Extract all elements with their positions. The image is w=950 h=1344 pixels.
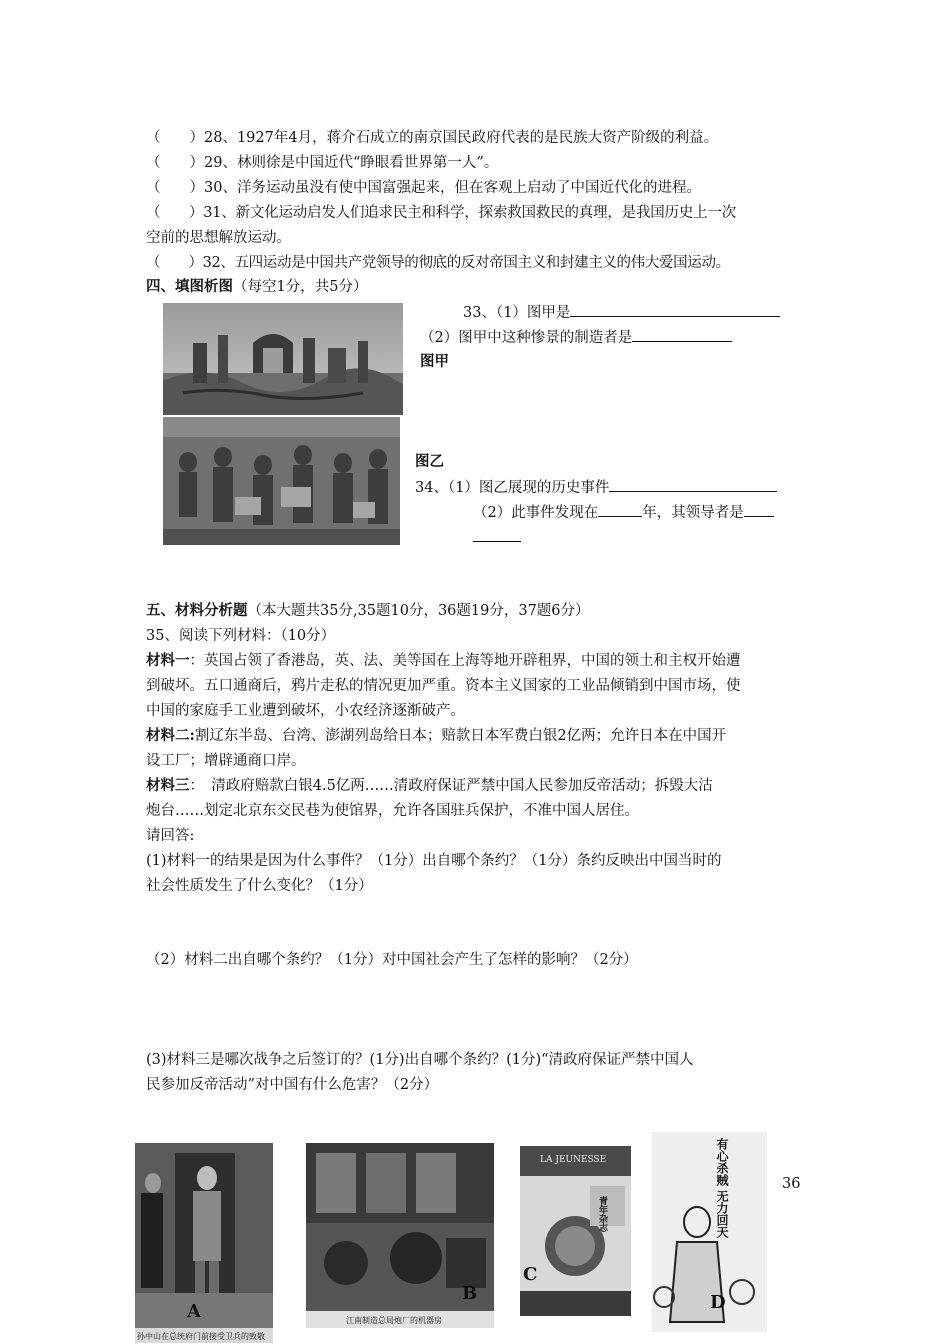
ruins-image: [163, 303, 403, 415]
answer-paren[interactable]: （ ）: [146, 180, 204, 196]
photo-b-letter: B: [462, 1283, 478, 1304]
tf-32: [146, 253, 730, 273]
material-label: 材料一: [146, 652, 190, 669]
material-3-line-2: 炮台……划定北京东交民巷为使馆界，允许各国驻兵保护，不准中国人居住。: [146, 803, 639, 819]
q35-intro: 35、阅读下列材料：（10分）: [146, 628, 336, 644]
answer-paren[interactable]: （ ）: [146, 255, 203, 271]
page-number: 36: [782, 1176, 801, 1192]
tf-29: [146, 153, 498, 173]
answer-paren[interactable]: （ ）: [146, 155, 204, 171]
sub-question-1-line-1: (1)材料一的结果是因为什么事件？（1分）出自哪个条约？（1分）条约反映出中国当时的: [146, 853, 722, 869]
answer-blank[interactable]: [744, 502, 774, 517]
question-text: 30、洋务运动虽没有使中国富强起来，但在客观上启动了中国近代化的进程。: [204, 180, 701, 196]
photo-b-caption: 江南制造总局炮厂的机器房: [346, 1316, 442, 1325]
question-text: 年，其领导者是: [642, 505, 744, 521]
sub-question-1-line-2: 社会性质发生了什么变化？（1分）: [146, 878, 373, 894]
section-note: （每空1分，共5分）: [233, 279, 368, 295]
question-text: 33、（1）图甲是: [463, 305, 571, 321]
photo-a-letter: A: [187, 1301, 201, 1322]
photo-c-title: 青年杂志: [597, 1196, 607, 1232]
material-label: 材料三: [146, 777, 190, 794]
question-text: 29、林则徐是中国近代“睁眼看世界第一人”。: [204, 155, 499, 171]
section-title: 四、填图析图: [146, 278, 233, 295]
question-text: 32、五四运动是中国共产党领导的彻底的反对帝国主义和封建主义的伟大爱国运动。: [202, 255, 730, 271]
figure-yi-relief-photo: [163, 417, 400, 545]
tf-31-cont: [146, 228, 291, 248]
figure-jia-ruins-photo: [163, 303, 403, 415]
answer-blank[interactable]: [609, 477, 777, 492]
q33-part1: [463, 302, 780, 323]
material-label: 材料二:: [146, 727, 195, 744]
photo-a-image: [135, 1143, 273, 1343]
answer-paren[interactable]: （ ）: [146, 130, 204, 146]
figure-yi-label: 图乙: [415, 453, 444, 470]
q34-part2-cont: [473, 527, 521, 548]
photo-c-magazine: [520, 1146, 631, 1316]
relief-image: [163, 417, 400, 545]
figure-jia-label: 图甲: [420, 353, 449, 370]
section-title: 五、材料分析题: [146, 602, 248, 619]
q33-part2: [420, 327, 732, 348]
photo-d-text: 有心杀贼 无力回天: [715, 1138, 729, 1239]
photo-d-letter: D: [710, 1292, 726, 1313]
material-text: 割辽东半岛、台湾、澎湖列岛给日本；赔款日本军费白银2亿两；允许日本在中国开: [194, 728, 727, 744]
answer-blank[interactable]: [632, 327, 732, 342]
answer-blank[interactable]: [598, 502, 642, 517]
material-2-line-2: 设工厂；增辟通商口岸。: [146, 753, 306, 769]
photo-b-factory: [306, 1143, 494, 1328]
question-text: （2）图甲中这种惨景的制造者是: [420, 330, 633, 346]
question-text: 34、（1）图乙展现的历史事件: [415, 480, 610, 496]
answer-blank[interactable]: [473, 527, 521, 542]
material-1-line-2: 到破坏。五口通商后，鸦片走私的情况更加严重。资本主义国家的工业品倾销到中国市场，使: [146, 678, 741, 694]
section-5-heading: [146, 601, 590, 621]
sub-question-2: （2）材料二出自哪个条约？（1分）对中国社会产生了怎样的影响？（2分）: [146, 952, 638, 968]
photo-c-image: [520, 1146, 631, 1316]
material-text: ： 清政府赔款白银4.5亿两……清政府保证严禁中国人民参加反帝活动；拆毁大沽: [189, 778, 713, 794]
material-3-line-1: [146, 776, 713, 796]
section-note: （本大题共35分,35题10分，36题19分，37题6分）: [247, 603, 590, 619]
question-text: 28、1927年4月，蒋介石成立的南京国民政府代表的是民族大资产阶级的利益。: [204, 130, 719, 146]
material-1-line-3: 中国的家庭手工业遭到破坏，小农经济逐渐破产。: [146, 703, 465, 719]
answer-prompt: 请回答:: [146, 828, 195, 844]
question-text: 31、新文化运动启发人们追求民主和科学，探索救国救民的真理，是我国历史上一次: [203, 205, 737, 221]
question-text: 空前的思想解放运动。: [146, 230, 291, 246]
tf-31: [146, 203, 736, 223]
answer-paren[interactable]: （ ）: [146, 205, 204, 221]
tf-28: [146, 128, 718, 148]
tf-30: [146, 178, 701, 198]
q34-part2: [473, 502, 774, 523]
q34-part1: [415, 477, 777, 498]
photo-a-sun-yatsen: [135, 1143, 273, 1343]
material-2-line-1: [146, 726, 726, 746]
photo-c-header: LA JEUNESSE: [540, 1155, 607, 1165]
answer-blank[interactable]: [570, 302, 780, 317]
sub-question-3-line-2: 民参加反帝活动”对中国有什么危害？（2分）: [146, 1077, 439, 1093]
photo-c-letter: C: [523, 1264, 538, 1285]
question-text: （2）此事件发现在: [473, 505, 599, 521]
photo-a-caption: 孙中山在总统府门前接受卫兵的致敬: [137, 1332, 265, 1341]
photo-d-cartoon: [652, 1132, 767, 1332]
section-4-heading: [146, 277, 367, 297]
material-text: ：英国占领了香港岛，英、法、美等国在上海等地开辟租界，中国的领土和主权开始遭: [189, 653, 741, 669]
material-1-line-1: [146, 651, 741, 671]
sub-question-3-line-1: (3)材料三是哪次战争之后签订的？(1分)出自哪个条约？(1分)“清政府保证严禁中国人: [146, 1052, 694, 1068]
